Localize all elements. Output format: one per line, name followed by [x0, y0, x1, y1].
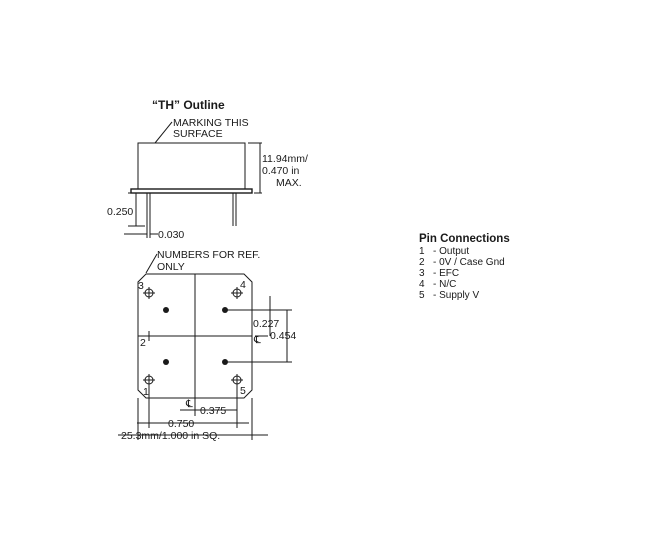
height-label-line3: MAX. [276, 177, 302, 189]
dim-0375-label: 0.375 [200, 405, 227, 417]
pin-row-5 [419, 290, 479, 301]
pin-label-2: 2 [140, 337, 146, 349]
note-leader [146, 254, 157, 273]
centerline-bottom: ℄ [186, 398, 193, 410]
svg-text:2: 2 [419, 257, 425, 268]
svg-text:- 0V / Case Gnd: - 0V / Case Gnd [433, 257, 505, 268]
pin-label-5: 5 [240, 385, 246, 397]
can-flange [131, 189, 252, 193]
pin-dia-label: 0.030 [158, 229, 185, 241]
svg-text:3: 3 [419, 268, 425, 279]
pin-length-label: 0.250 [107, 206, 134, 218]
note-line1: NUMBERS FOR REF. [157, 249, 261, 261]
pin-row-4 [419, 279, 456, 290]
svg-text:- EFC: - EFC [433, 268, 460, 279]
pin-1 [143, 374, 155, 386]
svg-text:- N/C: - N/C [433, 279, 457, 290]
marking-leader [155, 122, 172, 143]
marking-label-line2: SURFACE [173, 128, 223, 140]
pin-label-1: 1 [143, 386, 149, 398]
pin-label-4: 4 [240, 279, 246, 291]
marking-label-line1: MARKING THIS [173, 117, 249, 129]
pin-connections-title: Pin Connections [419, 233, 510, 245]
dim-0750-label: 0.750 [168, 418, 195, 430]
height-label-line1: 11.94mm/ [262, 153, 308, 165]
can-body [138, 143, 245, 189]
dim-0227-label: 0.227 [253, 318, 280, 330]
svg-text:5: 5 [419, 290, 425, 301]
standoff-dot-bl [163, 359, 169, 365]
pin-row-1 [419, 246, 469, 257]
pin-label-3: 3 [138, 280, 144, 292]
pin-3 [143, 287, 155, 299]
svg-text:1: 1 [419, 246, 425, 257]
svg-text:- Supply V: - Supply V [433, 290, 480, 301]
standoff-dot-tl [163, 307, 169, 313]
outline-title: “TH” Outline [152, 98, 225, 112]
pin-row-3 [419, 268, 459, 279]
dim-size-label: 25.3mm/1.000 in SQ. [121, 430, 221, 442]
pin-row-2 [419, 257, 505, 268]
height-label-line2: 0.470 in [262, 165, 300, 177]
svg-text:- Output: - Output [433, 246, 470, 257]
svg-text:4: 4 [419, 279, 425, 290]
note-line2: ONLY [157, 261, 185, 273]
centerline-right: ℄ [254, 334, 261, 346]
dim-0454-label: 0.454 [270, 330, 297, 342]
